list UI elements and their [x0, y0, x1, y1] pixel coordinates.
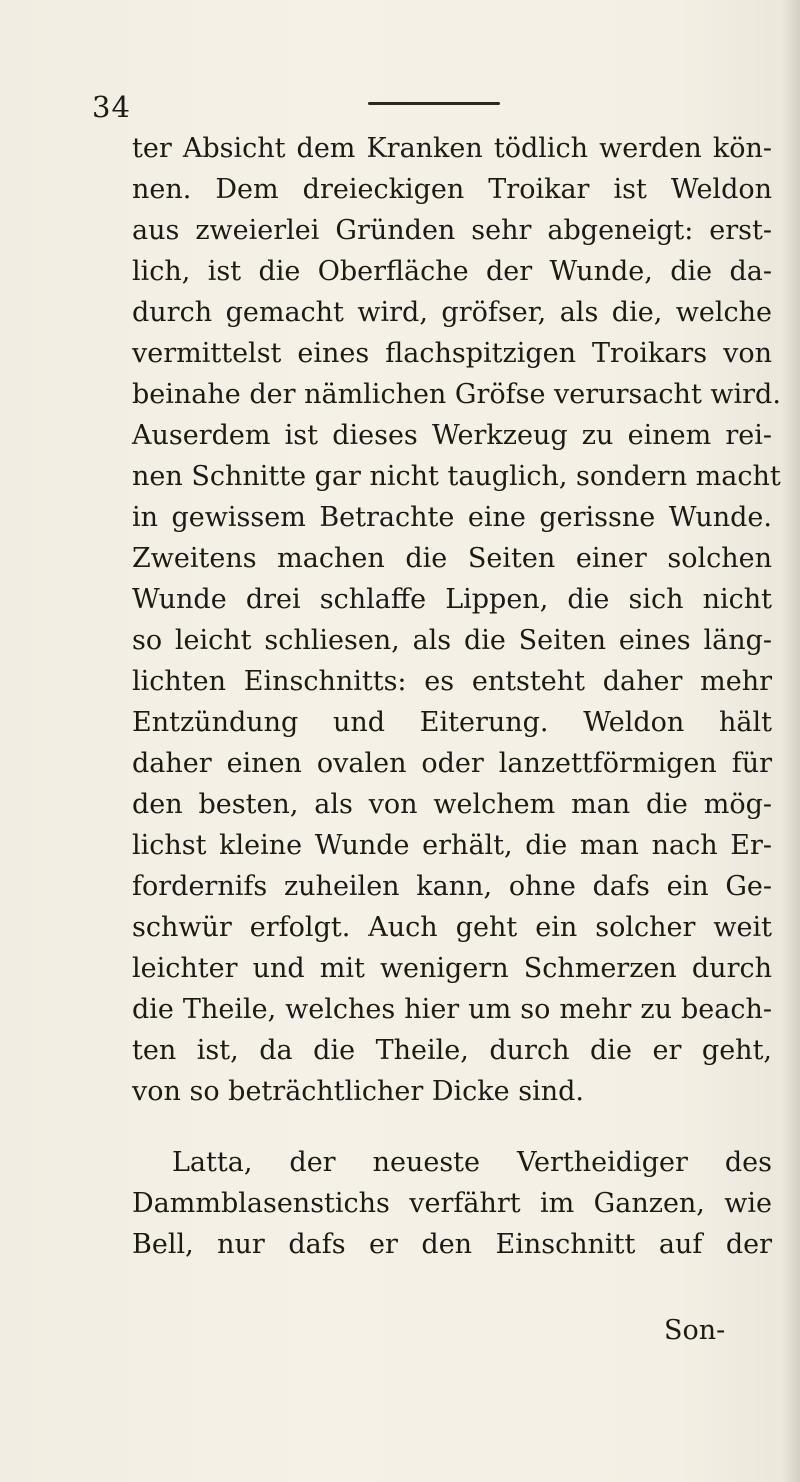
- text-line: ter Absicht dem Kranken tödlich werden kön-: [132, 133, 772, 164]
- catchword: Son-: [664, 1315, 726, 1346]
- paragraph-spacer: [132, 1112, 772, 1142]
- text-line: leichter und mit wenigern Schmerzen durch: [132, 953, 772, 984]
- text-line: daher einen ovalen oder lanzettförmigen für: [132, 748, 772, 779]
- text-line: Auserdem ist dieses Werkzeug zu einem rei-: [132, 420, 772, 451]
- text-line: nen. Dem dreieckigen Troikar ist Weldon: [132, 174, 772, 205]
- text-line: Zweitens machen die Seiten einer solchen: [132, 543, 772, 574]
- text-line: lichten Einschnitts: es entsteht daher mehr: [132, 666, 772, 697]
- text-line: Entzündung und Eiterung. Weldon hält: [132, 707, 772, 738]
- text-line: Wunde drei schlaffe Lippen, die sich nicht: [132, 584, 772, 615]
- text-line: lich, ist die Oberfläche der Wunde, die da-: [132, 256, 772, 287]
- page-number: 34: [92, 90, 131, 124]
- paragraph-2: [132, 1142, 772, 1265]
- text-line: lichst kleine Wunde erhält, die man nach Er-: [132, 830, 772, 861]
- text-line: Bell, nur dafs er den Einschnitt auf der: [132, 1229, 772, 1260]
- text-line: Dammblasenstichs verfährt im Ganzen, wie: [132, 1188, 772, 1219]
- text-line: so leicht schliesen, als die Seiten eines läng-: [132, 625, 772, 656]
- text-line: in gewissem Betrachte eine gerissne Wunde.: [132, 502, 772, 533]
- text-line: vermittelst eines flachspitzigen Troikars von: [132, 338, 772, 369]
- text-line: fordernifs zuheilen kann, ohne dafs ein Ge-: [132, 871, 772, 902]
- text-line: beinahe der nämlichen Gröfse verursacht wird.: [132, 379, 781, 410]
- text-line: schwür erfolgt. Auch geht ein solcher weit: [132, 912, 772, 943]
- text-line: die Theile, welches hier um so mehr zu beach-: [132, 994, 772, 1025]
- page-edge-shadow: [782, 0, 800, 1482]
- body-text: [132, 128, 781, 1265]
- header-rule: [368, 102, 500, 105]
- paragraph-1: [132, 128, 781, 1112]
- text-line: von so beträchtlicher Dicke sind.: [132, 1076, 584, 1107]
- text-line: Latta, der neueste Vertheidiger des: [172, 1147, 772, 1178]
- text-line: den besten, als von welchem man die mög-: [132, 789, 772, 820]
- text-line: durch gemacht wird, gröfser, als die, welche: [132, 297, 772, 328]
- text-line: aus zweierlei Gründen sehr abgeneigt: erst-: [132, 215, 772, 246]
- text-line: ten ist, da die Theile, durch die er geht,: [132, 1035, 772, 1066]
- text-line: nen Schnitte gar nicht tauglich, sondern macht: [132, 461, 781, 492]
